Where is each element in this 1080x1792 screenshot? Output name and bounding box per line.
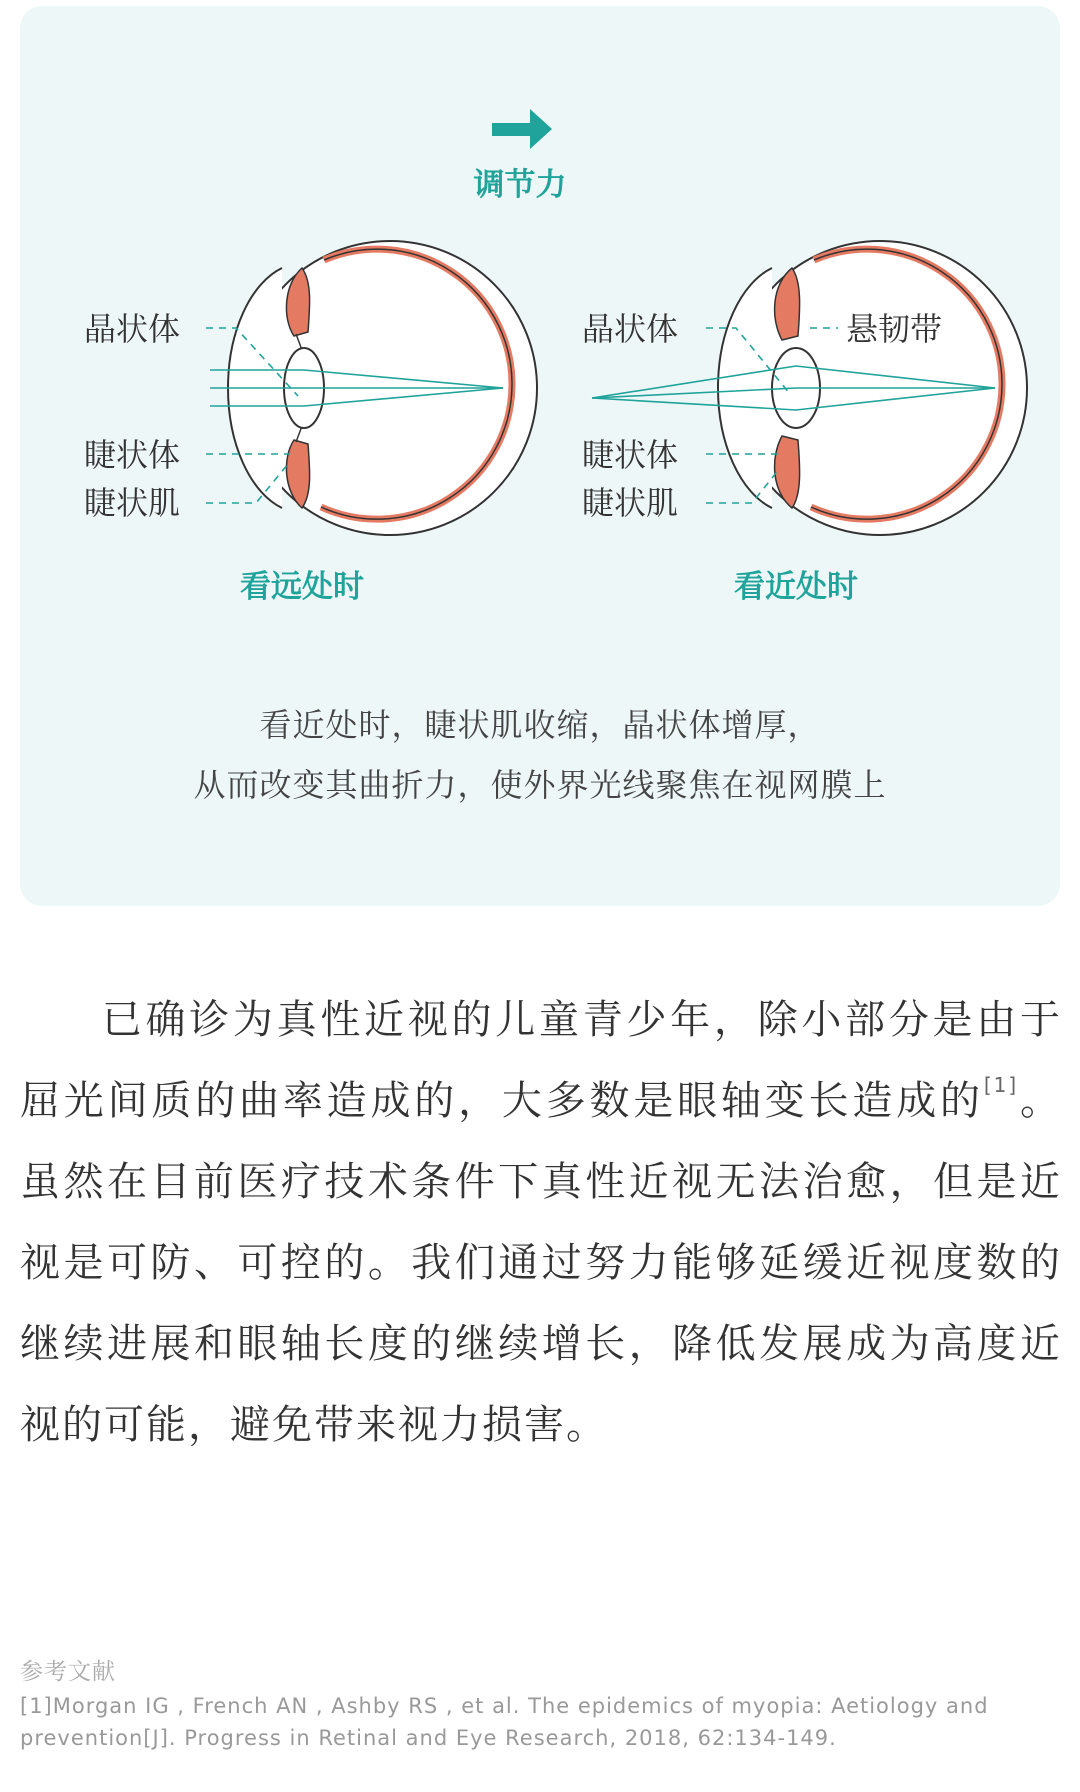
references-title: 参考文献 [20,1659,116,1685]
far-lens-label: 晶状体 [84,310,181,348]
near-ciliary-body-label: 睫状体 [582,436,679,474]
far-view-title: 看远处时 [240,569,364,605]
caption-line-2: 从而改变其曲折力，使外界光线聚焦在视网膜上 [193,766,887,804]
near-ciliary-muscle-label: 睫状肌 [582,484,679,522]
right-arrow-icon [492,109,552,149]
references-section [20,1656,1062,1754]
far-ciliary-body-label: 睫状体 [84,436,181,474]
near-zonule-label: 悬韧带 [846,310,943,348]
reference-line-2: prevention[J]. Progress in Retinal and Eye Research, 2018, 62:134-149. [20,1726,837,1750]
caption-line-1: 看近处时，睫状肌收缩，晶状体增厚， [259,706,821,744]
far-ciliary-muscle-label: 睫状肌 [84,484,181,522]
paragraph-text-end: 。虽然在目前医疗技术条件下真性近视无法治愈，但是近视是可防、可控的。我们通过努力能够延缓近视度数的继续进展和眼轴长度的继续增长，降低发展成为高度近视的可能，避免带来视力损害。 [20,1078,1063,1448]
near-view-title: 看近处时 [734,569,858,605]
diagram-card [20,6,1060,906]
citation-superscript[interactable]: [1] [983,1073,1019,1097]
accommodation-label: 调节力 [473,167,567,203]
article-paragraph [20,980,1062,1466]
paragraph-text-start: 已确诊为真性近视的儿童青少年，除小部分是由于屈光间质的曲率造成的，大多数是眼轴变长造成的 [20,997,1062,1124]
near-lens-label: 晶状体 [582,310,679,348]
reference-line-1: [1]Morgan IG , French AN , Ashby RS , et al. The epidemics of myopia: Aetiology and [20,1694,989,1718]
far-eye-illustration [210,241,537,535]
